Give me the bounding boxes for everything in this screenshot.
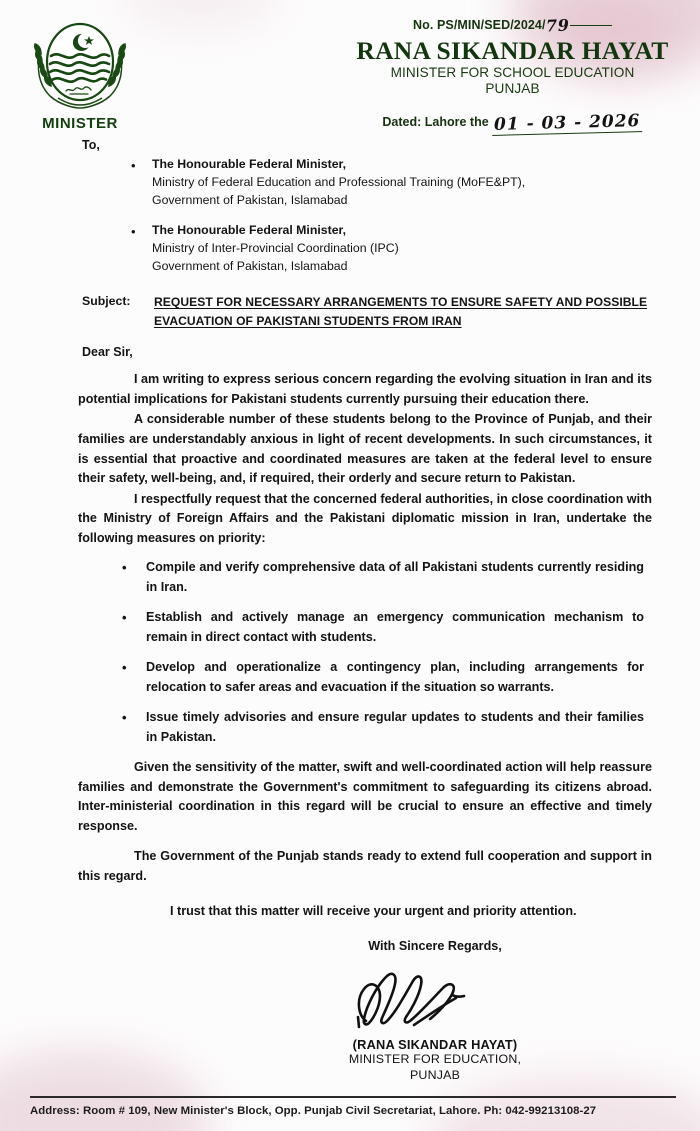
closing-paragraph-2: The Government of the Punjab stands ready to extend full cooperation and support in this regard. bbox=[78, 849, 652, 883]
handwritten-signature bbox=[340, 955, 530, 1035]
signatory-designation-line2: PUNJAB bbox=[409, 1067, 461, 1082]
footer-divider bbox=[30, 1096, 676, 1098]
regards-text: With Sincere Regards, bbox=[368, 939, 502, 954]
dated-value-handwritten: 01 - 03 - 2026 bbox=[492, 111, 643, 136]
measure-item bbox=[122, 658, 644, 697]
letterhead bbox=[0, 0, 700, 145]
reference-number-handwritten: 79 bbox=[545, 15, 570, 36]
minister-designation-line2: PUNJAB bbox=[485, 80, 540, 96]
signatory-name: (RANA SIKANDAR HAYAT) bbox=[352, 1037, 518, 1053]
paragraph-2: A considerable number of these students belong to the Province of Punjab, and their families are understandably anxious in light of recent developments. In such circumstances, it is essential that proactive and coordinated measures are taken at the federal level to ensure their safety, well-being, and, if required, their orderly and secure return to Pakistan. bbox=[78, 412, 652, 486]
recipient-title: The Honourable Federal Minister, bbox=[152, 157, 347, 171]
salutation: Dear Sir, bbox=[82, 345, 133, 360]
reference-underline bbox=[570, 25, 612, 26]
reference-number-line bbox=[340, 16, 685, 35]
signature-block bbox=[0, 955, 700, 1083]
letterhead-text-block bbox=[340, 16, 685, 134]
final-line: I trust that this matter will receive your urgent and priority attention. bbox=[170, 904, 577, 919]
closing-paragraph-1: Given the sensitivity of the matter, swift and well-coordinated action will help reassure families and demonstrate the Government's commitment to safeguarding its citizens abroad. Inter-ministerial coordination in this regard will be crucial to ensure an effective and timely response. bbox=[78, 760, 652, 833]
recipient-ministry: Ministry of Inter-Provincial Coordination (IPC) bbox=[152, 241, 399, 256]
measure-text: Compile and verify comprehensive data of all Pakistani students currently residing in Iran. bbox=[146, 560, 644, 594]
bullet-icon: • bbox=[122, 710, 127, 726]
letter-body bbox=[0, 138, 700, 1083]
subject-label: Subject: bbox=[82, 293, 131, 308]
footer bbox=[30, 1096, 676, 1117]
recipient-government: Government of Pakistan, Islamabad bbox=[152, 192, 348, 207]
measures-list bbox=[0, 558, 700, 747]
recipient-government: Government of Pakistan, Islamabad bbox=[152, 259, 348, 274]
emblem-block bbox=[18, 18, 142, 132]
footer-address: Address: Room # 109, New Minister's Block, Opp. Punjab Civil Secretariat, Lahore. Ph: 042-99213108-27 bbox=[30, 1105, 597, 1117]
recipient-item bbox=[131, 222, 700, 275]
measure-item bbox=[122, 558, 644, 597]
subject-text: REQUEST FOR NECESSARY ARRANGEMENTS TO ENSURE SAFETY AND POSSIBLE EVACUATION OF PAKISTANI STUDENTS FROM IRAN bbox=[154, 294, 648, 328]
bullet-icon: • bbox=[131, 158, 136, 173]
emblem-caption: MINISTER bbox=[42, 115, 118, 132]
bullet-icon: • bbox=[122, 660, 127, 676]
minister-name: RANA SIKANDAR HAYAT bbox=[356, 36, 669, 65]
measure-text: Develop and operationalize a contingency plan, including arrangements for relocation to safer areas and evacuation if the situation so warrants. bbox=[146, 660, 644, 694]
recipient-item bbox=[131, 156, 700, 209]
measure-text: Establish and actively manage an emergency communication mechanism to remain in direct contact with students. bbox=[146, 610, 644, 644]
signatory-designation-line1: MINISTER FOR EDUCATION, bbox=[348, 1052, 522, 1067]
bullet-icon: • bbox=[122, 560, 127, 576]
recipient-title: The Honourable Federal Minister, bbox=[152, 223, 347, 238]
dated-label: Dated: Lahore the bbox=[382, 114, 489, 129]
to-label: To, bbox=[82, 138, 100, 152]
minister-designation-line1: MINISTER FOR SCHOOL EDUCATION bbox=[390, 64, 635, 80]
punjab-government-emblem-icon bbox=[28, 18, 132, 114]
paragraph-1: I am writing to express serious concern regarding the evolving situation in Iran and its potential implications for Pakistani students currently pursuing their education there. bbox=[78, 372, 652, 406]
subject-row bbox=[0, 293, 700, 330]
reference-prefix: No. PS/MIN/SED/2024/ bbox=[412, 18, 546, 32]
dated-line bbox=[340, 110, 685, 135]
bullet-icon: • bbox=[122, 610, 127, 626]
measure-item bbox=[122, 708, 644, 747]
recipient-ministry: Ministry of Federal Education and Professional Training (MoFE&PT), bbox=[152, 174, 526, 189]
bullet-icon: • bbox=[131, 224, 136, 240]
measure-item bbox=[122, 608, 644, 647]
paragraph-3: I respectfully request that the concerned federal authorities, in close coordination with the Ministry of Foreign Affairs and the Pakistani diplomatic mission in Iran, undertake the following measures on priority: bbox=[78, 491, 652, 545]
measure-text: Issue timely advisories and ensure regular updates to students and their families in Pakistan. bbox=[146, 710, 644, 744]
recipient-list bbox=[0, 156, 700, 276]
